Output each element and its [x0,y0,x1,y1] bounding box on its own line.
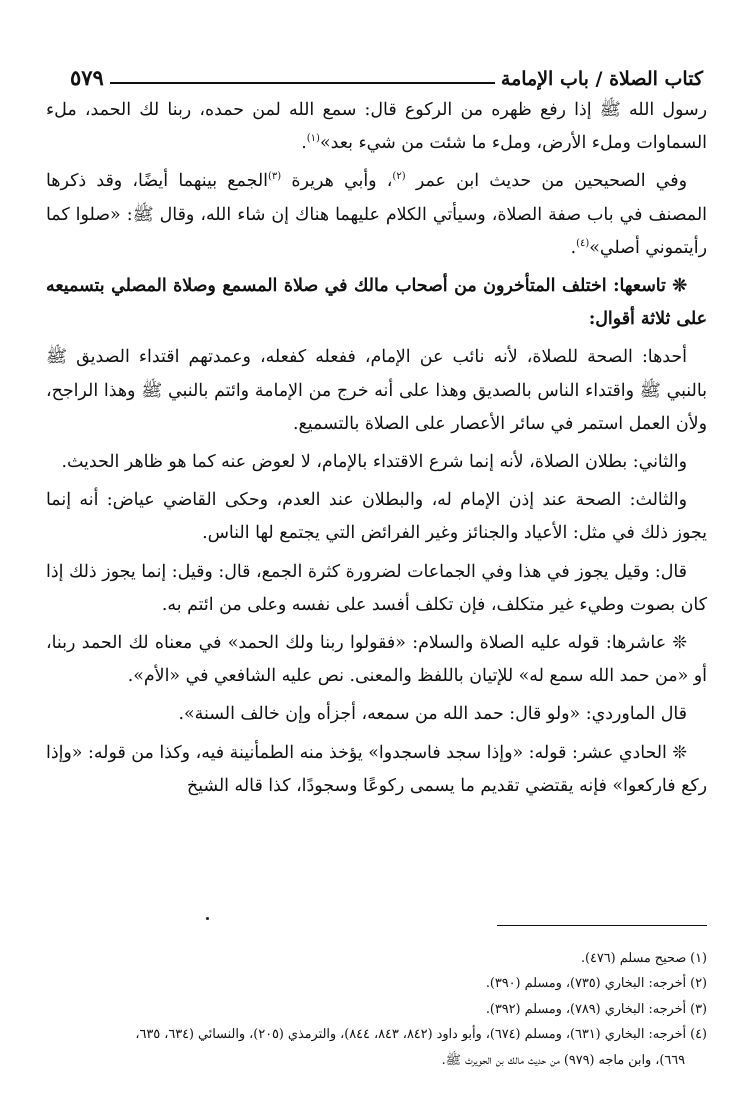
footnote: (٢) أخرجه: البخاري (٧٣٥)، ومسلم (٣٩٠). [485,976,707,992]
paragraph: والثاني: بطلان الصلاة، لأنه إنما شرع الاقتداء بالإمام، لا لعوض عنه كما هو ظاهر الحديث. [61,452,687,473]
footnote-separator [497,925,707,926]
paragraph-text: الجمع بينهما أيضًا، وقد ذكرها المصنف في باب صفة الصلاة، وسيأتي الكلام عليهما هناك إن شاء الله، وقال ﷺ: «صلوا كما رأيتموني أصلي» [46,171,707,258]
paragraph-tenth: ❊ عاشرها: قوله عليه الصلاة والسلام: «فقولوا ربنا ولك الحمد» في معناه لك الحمد ربنا، أو «من حمد الله سمع له» للإتيان باللفظ والمعنى. نص عليه الشافعي في «الأم». [46,633,707,687]
page-dot [206,917,209,920]
footnote-continuation: ٦٦٩)، وابن ماجه (٩٧٩) من حديث مالك بن الحويرث ﷺ. [441,1052,685,1068]
paragraph: قال: وقيل يجوز في هذا وفي الجماعات لضرورة كثرة الجمع، قال: وقيل: إنما يجوز ذلك إذا كان بصوت وطيء غير متكلف، فإن تكلف أفسد على نفسه وعلى من ائتم به. [46,561,707,615]
paragraph-eleventh: ❊ الحادي عشر: قوله: «وإذا سجد فاسجدوا» يؤخذ منه الطمأنينة فيه، وكذا من قوله: «وإذا ركع فاركعوا» فإنه يقتضي تقديم ما يسمى ركوعًا وسجودًا، كذا قاله الشيخ [46,742,707,796]
footnote-ref: (٤) [576,238,590,250]
footnote-ref: (١) [306,133,320,145]
running-title: كتاب الصلاة / باب الإمامة [500,68,703,90]
footnote-ref: (٣) [267,171,282,183]
paragraph-ninth: ❊ تاسعها: اختلف المتأخرون من أصحاب مالك في صلاة المسمع وصلاة المصلي بتسميعه على ثلاثة أقوال: [46,276,707,330]
paragraph: قال الماوردي: «ولو قال: حمد الله من سمعه، أجزأه وإن خالف السنة». [178,704,687,725]
header-rule [110,82,495,84]
footnotes [46,946,707,1073]
footnote: (٣) أخرجه: البخاري (٧٨٩)، ومسلم (٣٩٢). [485,1001,707,1017]
paragraph: أحدها: الصحة للصلاة، لأنه نائب عن الإمام، ففعله كفعله، وعمدتهم اقتداء الصديق ﷺ بالنبي ﷺ واقتداء الناس بالصديق وهذا على أنه خرج من الإمامة وائتم بالنبي ﷺ وهذا الراجح، ولأن العمل استمر في سائر الأعصار على الصلاة بالتسميع. [46,347,707,434]
paragraph [46,94,707,160]
paragraph-text: وفي الصحيحين من حديث ابن عمر [405,171,688,192]
page-header [70,54,703,90]
footnote: (٤) أخرجه: البخاري (٦٣١)، ومسلم (٦٧٤)، وأبو داود (٨٤٢، ٨٤٣، ٨٤٤)، والترمذي (٢٠٥)، والنسائي (٦٣٤، ٦٣٥، [135,1027,707,1043]
page-number: ٥٧٩ [70,65,104,90]
paragraph-text: رسول الله ﷺ إذا رفع ظهره من الركوع قال: سمع الله لمن حمده، ربنا لك الحمد، ملء السماوات وملء الأرض، وملء ما شئت من شيء بعد» [46,100,707,154]
paragraph-end: . [570,237,577,258]
paragraph-text: ، وأبي هريرة [281,171,393,192]
footnote-ref: (٢) [392,171,406,183]
paragraph: والثالث: الصحة عند إذن الإمام له، والبطلان عند العدم، وحكى القاضي عياض: أنه إنما يجوز ذلك في مثل: الأعياد والجنائز وغير الفرائض التي يجتمع لها الناس. [46,490,707,544]
footnote: (١) صحيح مسلم (٤٧٦). [580,951,707,966]
paragraph [46,165,707,265]
main-text [46,94,707,808]
paragraph-end: . [301,133,307,154]
